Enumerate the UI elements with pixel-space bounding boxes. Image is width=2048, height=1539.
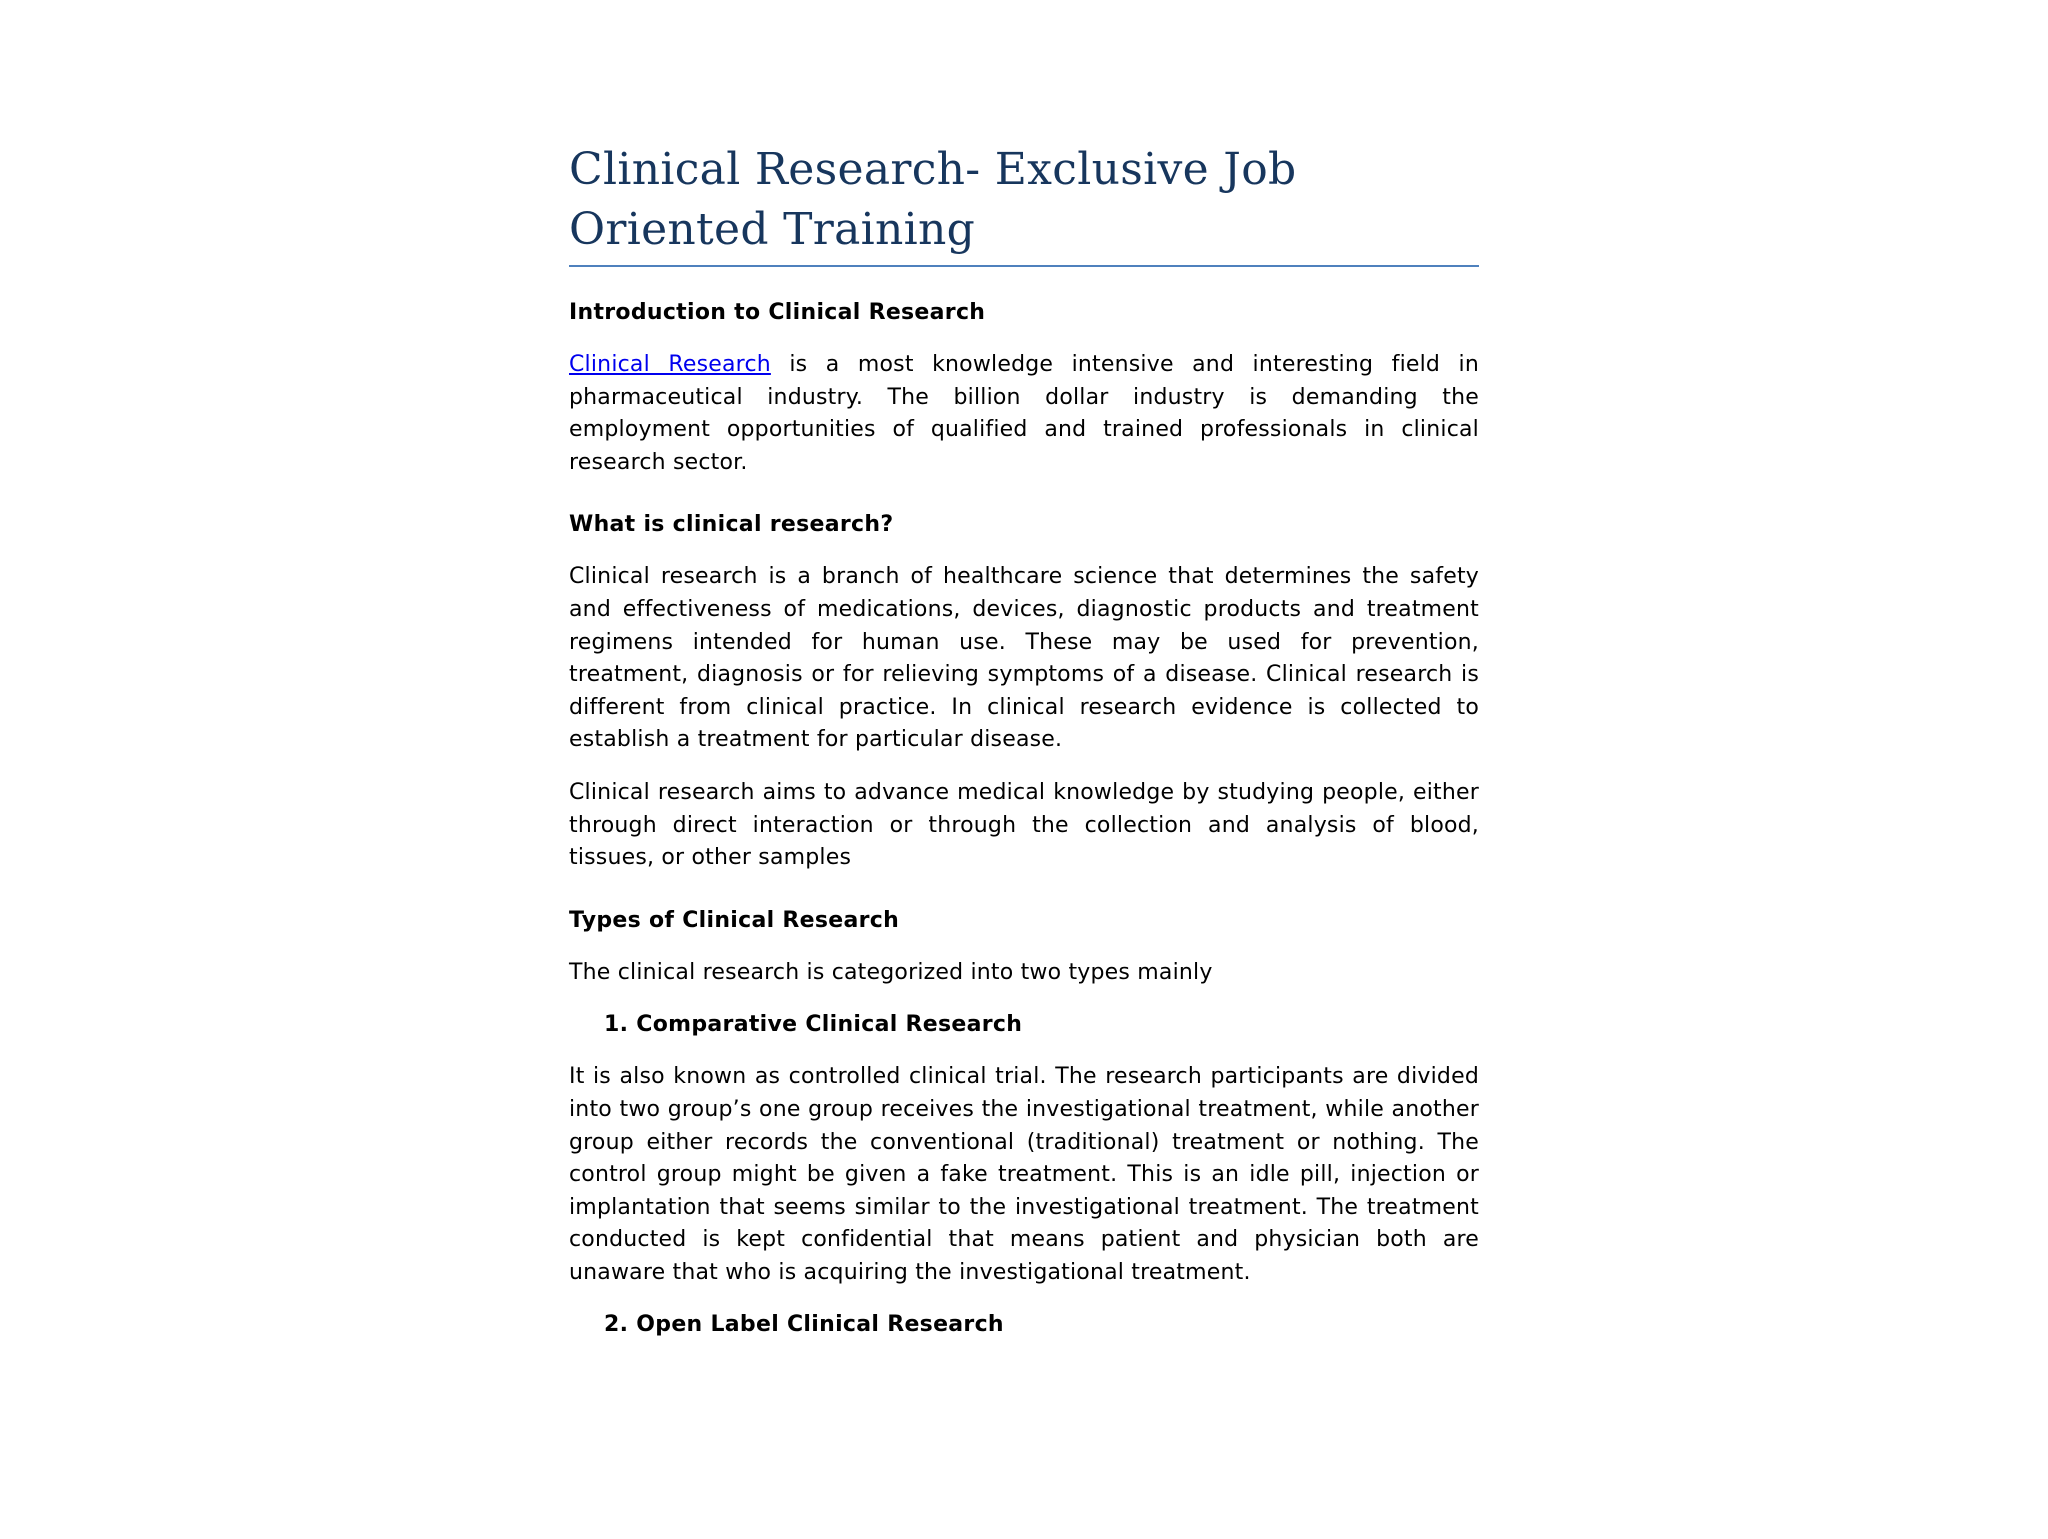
types-intro-paragraph: The clinical research is categorized into two types mainly <box>569 959 1213 985</box>
document-title: Clinical Research- Exclusive Job Oriented Training <box>569 140 1479 267</box>
section-heading-what-is: What is clinical research? <box>569 512 894 538</box>
type-label: Open Label Clinical Research <box>636 1312 1004 1338</box>
type-label: Comparative Clinical Research <box>636 1012 1023 1038</box>
comparative-description-paragraph: It is also known as controlled clinical trial. The research participants are divided into two group’s one group receives the investigational treatment, while another group either records the conventional (traditional) treatment or nothing. The control group might be given a fake treatment. This is an idle pill, injection or implantation that seems similar to the investigational treatment. The treatment conducted is kept confidential that means patient and physician both are unaware that who is acquiring the investigational treatment. <box>569 1064 1479 1285</box>
section-heading-introduction: Introduction to Clinical Research <box>569 300 986 325</box>
clinical-research-link[interactable]: Clinical Research <box>569 352 771 377</box>
type-heading-comparative <box>604 1009 1479 1041</box>
type-number: 1. <box>604 1012 629 1038</box>
document-page <box>569 140 1479 1341</box>
intro-paragraph <box>569 349 1479 479</box>
type-heading-open-label <box>604 1309 1479 1341</box>
intro-paragraph-text: is a most knowledge intensive and interesting field in pharmaceutical industry. The billion dollar industry is demanding the employment opportunities of qualified and trained professionals in clinical research sector. <box>569 352 1479 475</box>
type-number: 2. <box>604 1312 629 1338</box>
definition-paragraph: Clinical research is a branch of healthcare science that determines the safety and effectiveness of medications, devices, diagnostic products and treatment regimens intended for human use. These may be used for prevention, treatment, diagnosis or for relieving symptoms of a disease. Clinical research is different from clinical practice. In clinical research evidence is collected to establish a treatment for particular disease. <box>569 564 1479 753</box>
section-heading-types: Types of Clinical Research <box>569 907 900 933</box>
aims-paragraph: Clinical research aims to advance medical knowledge by studying people, either through direct interaction or through the collection and analysis of blood, tissues, or other samples <box>569 779 1479 871</box>
